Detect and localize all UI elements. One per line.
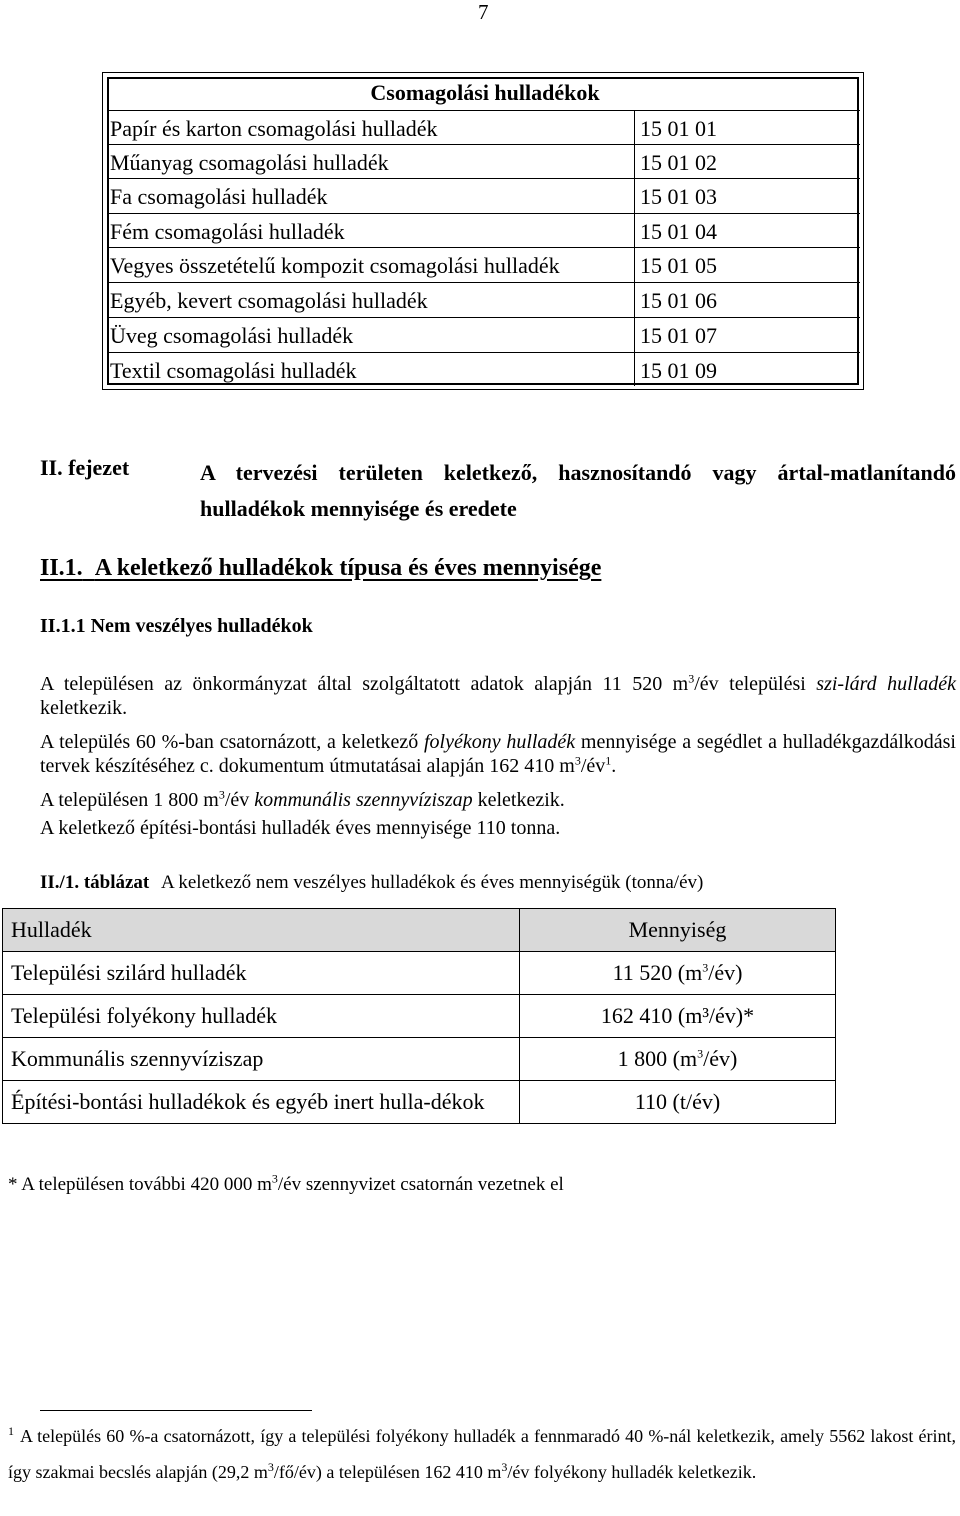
packaging-code: 15 01 03 — [640, 184, 717, 209]
packaging-table-title: Csomagolási hulladékok — [370, 80, 600, 105]
paragraph-sludge: A településen 1 800 $m^3/év$ kommunális szennyvíziszap keletkezik. — [40, 787, 565, 811]
table-caption — [40, 872, 703, 894]
paragraph-liquid-waste: A település 60 %-ban csatornázott, a keletkező folyékony hulladék mennyisége a segédlet a hulladékgazdálkodási tervek készítéséhez c. dokumentum útmutatásai alapján 162 410 $m^3/év^1$. — [40, 731, 956, 777]
amount-cell: 110 (t/év) — [520, 1081, 836, 1124]
header-amount: Mennyiség — [520, 909, 836, 952]
packaging-name: Üveg csomagolási hulladék — [110, 323, 354, 348]
amount-cell: 162 410 (m³/év)* — [520, 995, 836, 1038]
table-row — [3, 1081, 836, 1124]
chapter-title: A tervezési területen keletkező, hasznosítandó vagy ártal-matlanítandó hulladékok mennyisége és eredete — [200, 460, 956, 521]
waste-quantity-table — [2, 908, 836, 1124]
packaging-code: 15 01 01 — [640, 116, 717, 141]
packaging-name: Textil csomagolási hulladék — [110, 358, 357, 383]
footnote-reference: 1 — [605, 753, 612, 768]
packaging-name: Fém csomagolási hulladék — [110, 219, 345, 244]
waste-cell: Települési folyékony hulladék — [3, 995, 520, 1038]
packaging-row — [108, 247, 860, 281]
packaging-row — [108, 317, 860, 351]
table-note: * A településen további 420 000 $m^3/év$ szennyvizet csatornán vezetnek el — [8, 1171, 564, 1195]
waste-cell: Kommunális szennyvíziszap — [3, 1038, 520, 1081]
amount-cell: 11 520 $(m^3/év)$ — [520, 952, 836, 995]
packaging-row — [108, 352, 860, 386]
amount-cell: 1 800 $(m^3/év)$ — [520, 1038, 836, 1081]
footnote: $^1$ A település 60 %-a csatornázott, így a települési folyékony hulladék a fennmaradó 40 %-nál keletkezik, amely 5562 lakost érint, így szakmai becslés alapján (29,2 $m^3/fő/év$) a településen 162 410 $m^3/év$ folyékony hulladék keletkezik. — [8, 1424, 956, 1482]
packaging-code: 15 01 02 — [640, 150, 717, 175]
packaging-code: 15 01 07 — [640, 323, 717, 348]
footnote-separator — [40, 1410, 312, 1411]
footnote-mark: 1 — [8, 1424, 14, 1438]
table-caption-text: A keletkező nem veszélyes hulladékok és éves mennyiségük (tonna/év) — [160, 872, 704, 893]
packaging-row — [108, 213, 860, 247]
header-waste: Hulladék — [3, 909, 520, 952]
packaging-row — [108, 178, 860, 212]
packaging-name: Papír és karton csomagolási hulladék — [110, 116, 438, 141]
page-number: 7 — [478, 0, 489, 24]
section-title — [40, 555, 601, 582]
packaging-code: 15 01 04 — [640, 219, 717, 244]
table-caption-label: II./1. táblázat — [40, 872, 150, 893]
packaging-name: Műanyag csomagolási hulladék — [110, 150, 389, 175]
packaging-name: Egyéb, kevert csomagolási hulladék — [110, 288, 428, 313]
packaging-row — [108, 144, 860, 178]
section-heading: A keletkező hulladékok típusa és éves mennyisége — [94, 555, 602, 581]
packaging-code: 15 01 05 — [640, 253, 717, 278]
subsection-title: II.1.1 Nem veszélyes hulladékok — [40, 615, 313, 637]
waste-cell: Építési-bontási hulladékok és egyéb inert hulla-dékok — [3, 1081, 520, 1124]
section-number: II.1. — [40, 555, 83, 581]
chapter-label: II. fejezet — [40, 455, 130, 480]
table-row — [3, 995, 836, 1038]
waste-cell: Települési szilárd hulladék — [3, 952, 520, 995]
packaging-name: Vegyes összetételű kompozit csomagolási hulladék — [110, 253, 560, 278]
packaging-code: 15 01 06 — [640, 288, 717, 313]
paragraph-solid-waste: A településen az önkormányzat által szolgáltatott adatok alapján 11 520 $m^3/év$ települési szi-lárd hulladék keletkezik. — [40, 671, 957, 719]
packaging-row — [108, 282, 860, 316]
packaging-code: 15 01 09 — [640, 358, 717, 383]
table-row — [3, 952, 836, 995]
packaging-name: Fa csomagolási hulladék — [110, 184, 328, 209]
table-header-row — [3, 909, 836, 952]
table-row — [3, 1038, 836, 1081]
packaging-row — [108, 110, 860, 144]
paragraph-construction-waste: A keletkező építési-bontási hulladék éves mennyisége 110 tonna. — [40, 817, 561, 839]
